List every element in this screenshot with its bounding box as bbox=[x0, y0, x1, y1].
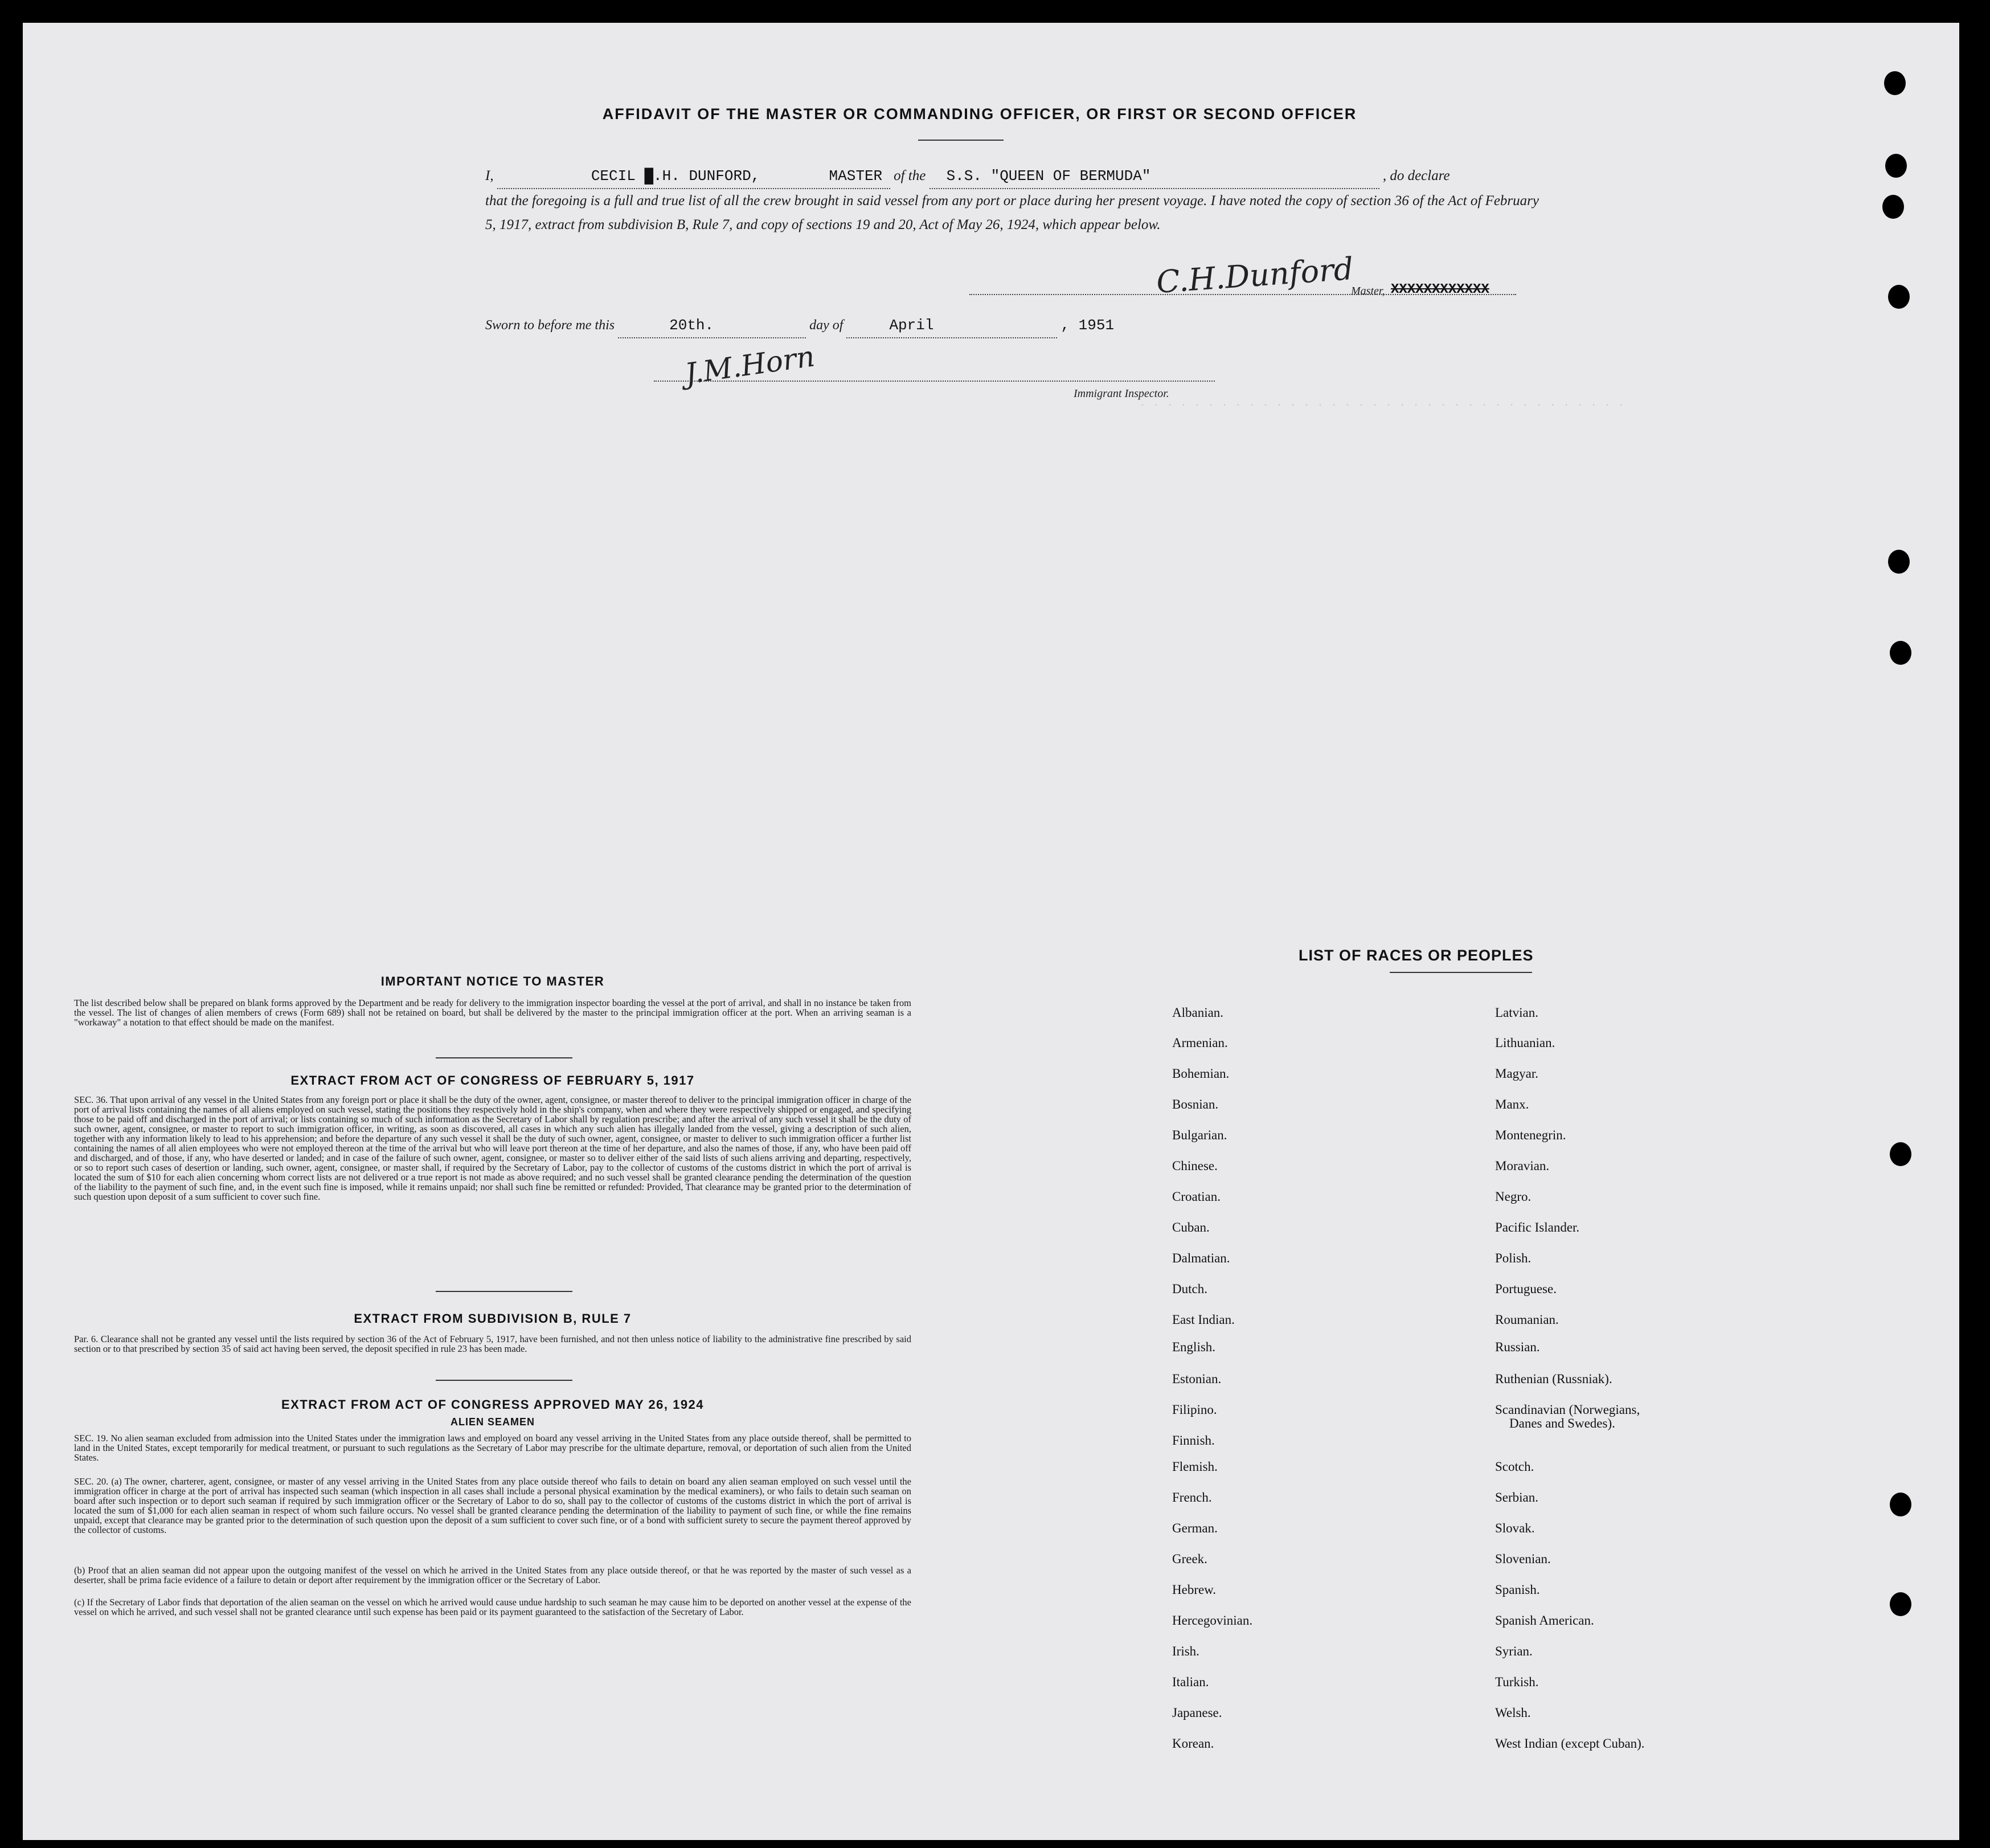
extract-1924-subtitle: ALIEN SEAMEN bbox=[450, 1416, 535, 1428]
race-right-item: Latvian. bbox=[1495, 1005, 1538, 1020]
race-left-item: German. bbox=[1172, 1521, 1218, 1535]
declaration-body: that the foregoing is a full and true list of all the crew brought in said vessel from any port or place during her present voyage. I have noted the copy of section 36 of the Act of February 5, 1917, extract from subdivision B, Rule 7, and copy of sections 19 and 20, Act of May 26, 1924, which appear below. bbox=[485, 193, 1539, 232]
extract-1917-divider bbox=[436, 1291, 572, 1292]
affidavit-title: AFFIDAVIT OF THE MASTER OR COMMANDING OFFICER, OR FIRST OR SECOND OFFICER bbox=[602, 105, 1357, 122]
race-left-item: Hercegovinian. bbox=[1172, 1613, 1253, 1628]
race-right-item: Scandinavian (Norwegians, bbox=[1495, 1403, 1640, 1417]
bleed-through: · · · · · · · · · · · · · · · · · · · · · · · · · · · · · · · · · · · · bbox=[1139, 399, 1625, 412]
inspector-label: Immigrant Inspector. bbox=[1074, 387, 1169, 400]
sworn-day-field bbox=[618, 313, 806, 338]
sworn-year: , 1951 bbox=[1060, 317, 1115, 334]
extract-1924-sec20a: SEC. 20. (a) The owner, charterer, agent, consignee, or master of any vessel arriving in the United States from any place outside thereof who fails to detain on board any alien seaman employed on such vessel until the immigration officer in charge at the port of arrival has inspected such seaman (which inspection in all cases shall include a personal physical examination by the medical examiners), or who fails to detain such seaman on board after such inspection or to deport such seaman if required by such immigration officer or the Secretary of Labor to do so, shall pay to the collector of customs of the customs district in which the port of arrival is located the sum of $1,000 for each alien seaman in respect of whom such failure occurs. No vessel shall be granted clearance pending the determination of the liability to payment of such fine, or while the fine remains unpaid, except that clearance may be granted prior to the determination of such question upon the deposit of a sum sufficient to cover such fine, or of a bond with sufficient surety to secure the payment thereof approved by the collector of customs. bbox=[74, 1476, 911, 1535]
race-right-item: Scotch. bbox=[1495, 1459, 1534, 1474]
race-right-item: Russian. bbox=[1495, 1340, 1540, 1354]
vessel-name: S.S. "QUEEN OF BERMUDA" bbox=[946, 167, 1151, 185]
race-right-item: Manx. bbox=[1495, 1097, 1529, 1111]
race-right-item: Moravian. bbox=[1495, 1159, 1550, 1173]
extract-rule7-text: Par. 6. Clearance shall not be granted any vessel until the lists required by section 36 of the Act of February 5, 1917, have been furnished, and not then unless notice of liability to the administrative fine prescribed by said section or to that prescribed by section 35 of said act having been served, the deposit specified in rule 23 has been made. bbox=[74, 1334, 911, 1354]
inspector-signature: J.M.Horn bbox=[683, 340, 817, 391]
sworn-month-field bbox=[846, 313, 1057, 338]
race-left-item: Dutch. bbox=[1172, 1282, 1207, 1296]
extract-1924-sec20b: (b) Proof that an alien seaman did not appear upon the outgoing manifest of the vessel on which he arrived in the United States from any place outside thereof, or that he was reported by the master of such vessel as a deserter, shall be prima facie evidence of a failure to detain or deport after requirement by the immigration officer or the Secretary of Labor. bbox=[74, 1565, 911, 1585]
race-right-item: Slovak. bbox=[1495, 1521, 1535, 1535]
extract-1924-title: EXTRACT FROM ACT OF CONGRESS APPROVED MAY 26, 1924 bbox=[281, 1397, 705, 1412]
race-left-item: Bulgarian. bbox=[1172, 1128, 1227, 1142]
binder-hole bbox=[1882, 195, 1904, 219]
master-signature: C.H.Dunford bbox=[1155, 250, 1355, 301]
sworn-day: 20th. bbox=[669, 317, 714, 334]
extract-1917-text: SEC. 36. That upon arrival of any vessel in the United States from any foreign port or place it shall be the duty of the owner, agent, consignee, or master thereof to deliver to the principal immigration officer in charge of the port of arrival lists containing the names of all aliens employed on such vessel, stating the positions they respectively hold in the ship's company, when and where they were respectively shipped or engaged, and specifying those to be paid off and discharged in the port of arrival; or lists containing so much of such information as the Secretary of Labor shall by regulation prescribe; and after the arrival of any such vessel it shall be the duty of such owner, agent, consignee, or master to report to such immigration officer, in writing, as soon as discovered, all cases in which any such alien has illegally landed from the vessel, giving a description of such alien, together with any information likely to lead to his apprehension; and before the departure of any such vessel it shall be the duty of such owner, agent, consignee, or master to deliver to such immigration officer a further list containing the names of all alien employees who were not employed thereon at the time of the arrival but who will leave port thereon at the time of her departure, and also the names of those, if any, who have been paid off and discharged, and of those, if any, who have deserted or landed; and in case of the failure of such owner, agent, consignee, or master so to deliver either of the said lists of such aliens arriving and departing, respectively, or so to report such cases of desertion or landing, such owner, agent, consignee, or master shall, if required by the Secretary of Labor, pay to the collector of customs of the customs district in which the port of arrival is located the sum of $10 for each alien concerning whom correct lists are not delivered or a true report is not made as above required; and no such vessel shall be granted clearance pending the determination of the question of the liability to the payment of such fine, and, in the event such fine is imposed, while it remains unpaid; nor shall such fine be remitted or refunded: Provided, That clearance may be granted prior to the determination of such question upon deposit of a sum sufficient to cover such fine. bbox=[74, 1094, 911, 1202]
struck-officer-title: XXXXXXXXXXXX bbox=[1391, 282, 1489, 297]
races-title: LIST OF RACES OR PEOPLES bbox=[1299, 947, 1534, 964]
race-left-item: French. bbox=[1172, 1490, 1212, 1504]
race-right-item: Serbian. bbox=[1495, 1490, 1539, 1504]
race-left-item: Japanese. bbox=[1172, 1706, 1222, 1720]
sworn-label: Sworn to before me this bbox=[485, 318, 615, 333]
race-left-item: Armenian. bbox=[1172, 1036, 1228, 1050]
race-left-item: Italian. bbox=[1172, 1675, 1209, 1689]
race-right-item: Portuguese. bbox=[1495, 1282, 1557, 1296]
master-name-field bbox=[497, 164, 890, 189]
race-left-item: English. bbox=[1172, 1340, 1216, 1354]
binder-hole bbox=[1890, 1592, 1911, 1616]
i-label: I, bbox=[485, 168, 494, 183]
binder-hole bbox=[1888, 550, 1910, 574]
inspector-signature-line bbox=[654, 381, 1215, 382]
race-left-item: Chinese. bbox=[1172, 1159, 1218, 1173]
extract-1917-title: EXTRACT FROM ACT OF CONGRESS OF FEBRUARY 5, 1917 bbox=[290, 1073, 695, 1087]
race-left-item: Hebrew. bbox=[1172, 1583, 1217, 1597]
race-right-item: Syrian. bbox=[1495, 1644, 1533, 1658]
binder-hole bbox=[1890, 1142, 1911, 1166]
sworn-line bbox=[485, 313, 1226, 338]
race-right-item: Danes and Swedes). bbox=[1509, 1416, 1615, 1430]
race-right-item: Slovenian. bbox=[1495, 1552, 1551, 1566]
race-right-item: West Indian (except Cuban). bbox=[1495, 1736, 1645, 1751]
race-right-item: Spanish. bbox=[1495, 1583, 1540, 1597]
race-left-item: Bosnian. bbox=[1172, 1097, 1219, 1111]
race-right-item: Magyar. bbox=[1495, 1066, 1539, 1081]
race-left-item: Filipino. bbox=[1172, 1403, 1217, 1417]
extract-rule7-divider bbox=[436, 1380, 572, 1381]
race-left-item: Croatian. bbox=[1172, 1189, 1221, 1204]
document-page bbox=[23, 23, 1959, 1840]
race-left-item: Cuban. bbox=[1172, 1220, 1210, 1234]
race-right-item: Montenegrin. bbox=[1495, 1128, 1566, 1142]
race-right-item: Roumanian. bbox=[1495, 1313, 1559, 1327]
extract-1924-sec20c: (c) If the Secretary of Labor finds that deportation of the alien seaman on the vessel on which he arrived would cause undue hardship to such seaman he may cause him to be deported on another vessel at the expense of the vessel on which he arrived, and such vessel shall not be granted clearance until such expense has been paid or its payment guaranteed to the satisfaction of the Secretary of Labor. bbox=[74, 1597, 911, 1617]
sworn-month: April bbox=[889, 317, 934, 334]
binder-hole bbox=[1890, 641, 1911, 665]
notice-text: The list described below shall be prepared on blank forms approved by the Department and be ready for delivery to the immigration inspector boarding the vessel at the port of arrival, and shall in no instance be taken from the vessel. The list of changes of alien members of crews (Form 689) shall not be retained on board, but shall be delivered by the master to the principal immigration officer at the port. When an arriving seaman is a "workaway" a notation to that effect should be made on the manifest. bbox=[74, 997, 911, 1028]
race-left-item: Flemish. bbox=[1172, 1459, 1218, 1474]
rank: MASTER bbox=[829, 167, 883, 185]
notice-title: IMPORTANT NOTICE TO MASTER bbox=[380, 974, 605, 988]
race-left-item: Bohemian. bbox=[1172, 1066, 1230, 1081]
race-right-item: Pacific Islander. bbox=[1495, 1220, 1580, 1234]
title-divider bbox=[918, 140, 1004, 141]
race-left-item: Finnish. bbox=[1172, 1433, 1215, 1448]
declaration-line-1 bbox=[485, 164, 1539, 189]
race-left-item: Albanian. bbox=[1172, 1005, 1224, 1020]
do-declare-label: , do declare bbox=[1382, 168, 1450, 183]
extract-1924-sec19: SEC. 19. No alien seaman excluded from admission into the United States under the immigration laws and employed on board any vessel arriving in the United States from any place outside thereof, shall be permitted to land in the United States, except temporarily for medical treatment, or pursuant to such regulations as the Secretary of Labor may prescribe for the ultimate departure, removal, or deportation of such alien from the United States. bbox=[74, 1433, 911, 1463]
race-right-item: Spanish American. bbox=[1495, 1613, 1594, 1628]
master-name: CECIL █.H. DUNFORD, bbox=[591, 167, 760, 185]
race-right-item: Negro. bbox=[1495, 1189, 1532, 1204]
binder-hole bbox=[1885, 154, 1907, 178]
day-of-label: day of bbox=[809, 318, 844, 333]
of-the-label: of the bbox=[894, 168, 926, 183]
race-left-item: Estonian. bbox=[1172, 1372, 1222, 1386]
race-left-item: Dalmatian. bbox=[1172, 1251, 1230, 1265]
master-label: Master, bbox=[1351, 285, 1385, 297]
races-divider bbox=[1390, 972, 1532, 973]
race-right-item: Lithuanian. bbox=[1495, 1036, 1555, 1050]
race-left-item: Greek. bbox=[1172, 1552, 1207, 1566]
race-right-item: Welsh. bbox=[1495, 1706, 1531, 1720]
extract-rule7-title: EXTRACT FROM SUBDIVISION B, RULE 7 bbox=[354, 1311, 632, 1326]
notice-divider bbox=[436, 1057, 572, 1058]
binder-hole bbox=[1884, 71, 1906, 95]
binder-hole bbox=[1890, 1493, 1911, 1516]
race-left-item: Irish. bbox=[1172, 1644, 1199, 1658]
binder-hole bbox=[1888, 285, 1910, 309]
race-left-item: Korean. bbox=[1172, 1736, 1214, 1751]
race-left-item: East Indian. bbox=[1172, 1313, 1235, 1327]
vessel-field bbox=[930, 164, 1379, 189]
race-right-item: Ruthenian (Russniak). bbox=[1495, 1372, 1612, 1386]
race-right-item: Polish. bbox=[1495, 1251, 1532, 1265]
race-right-item: Turkish. bbox=[1495, 1675, 1539, 1689]
